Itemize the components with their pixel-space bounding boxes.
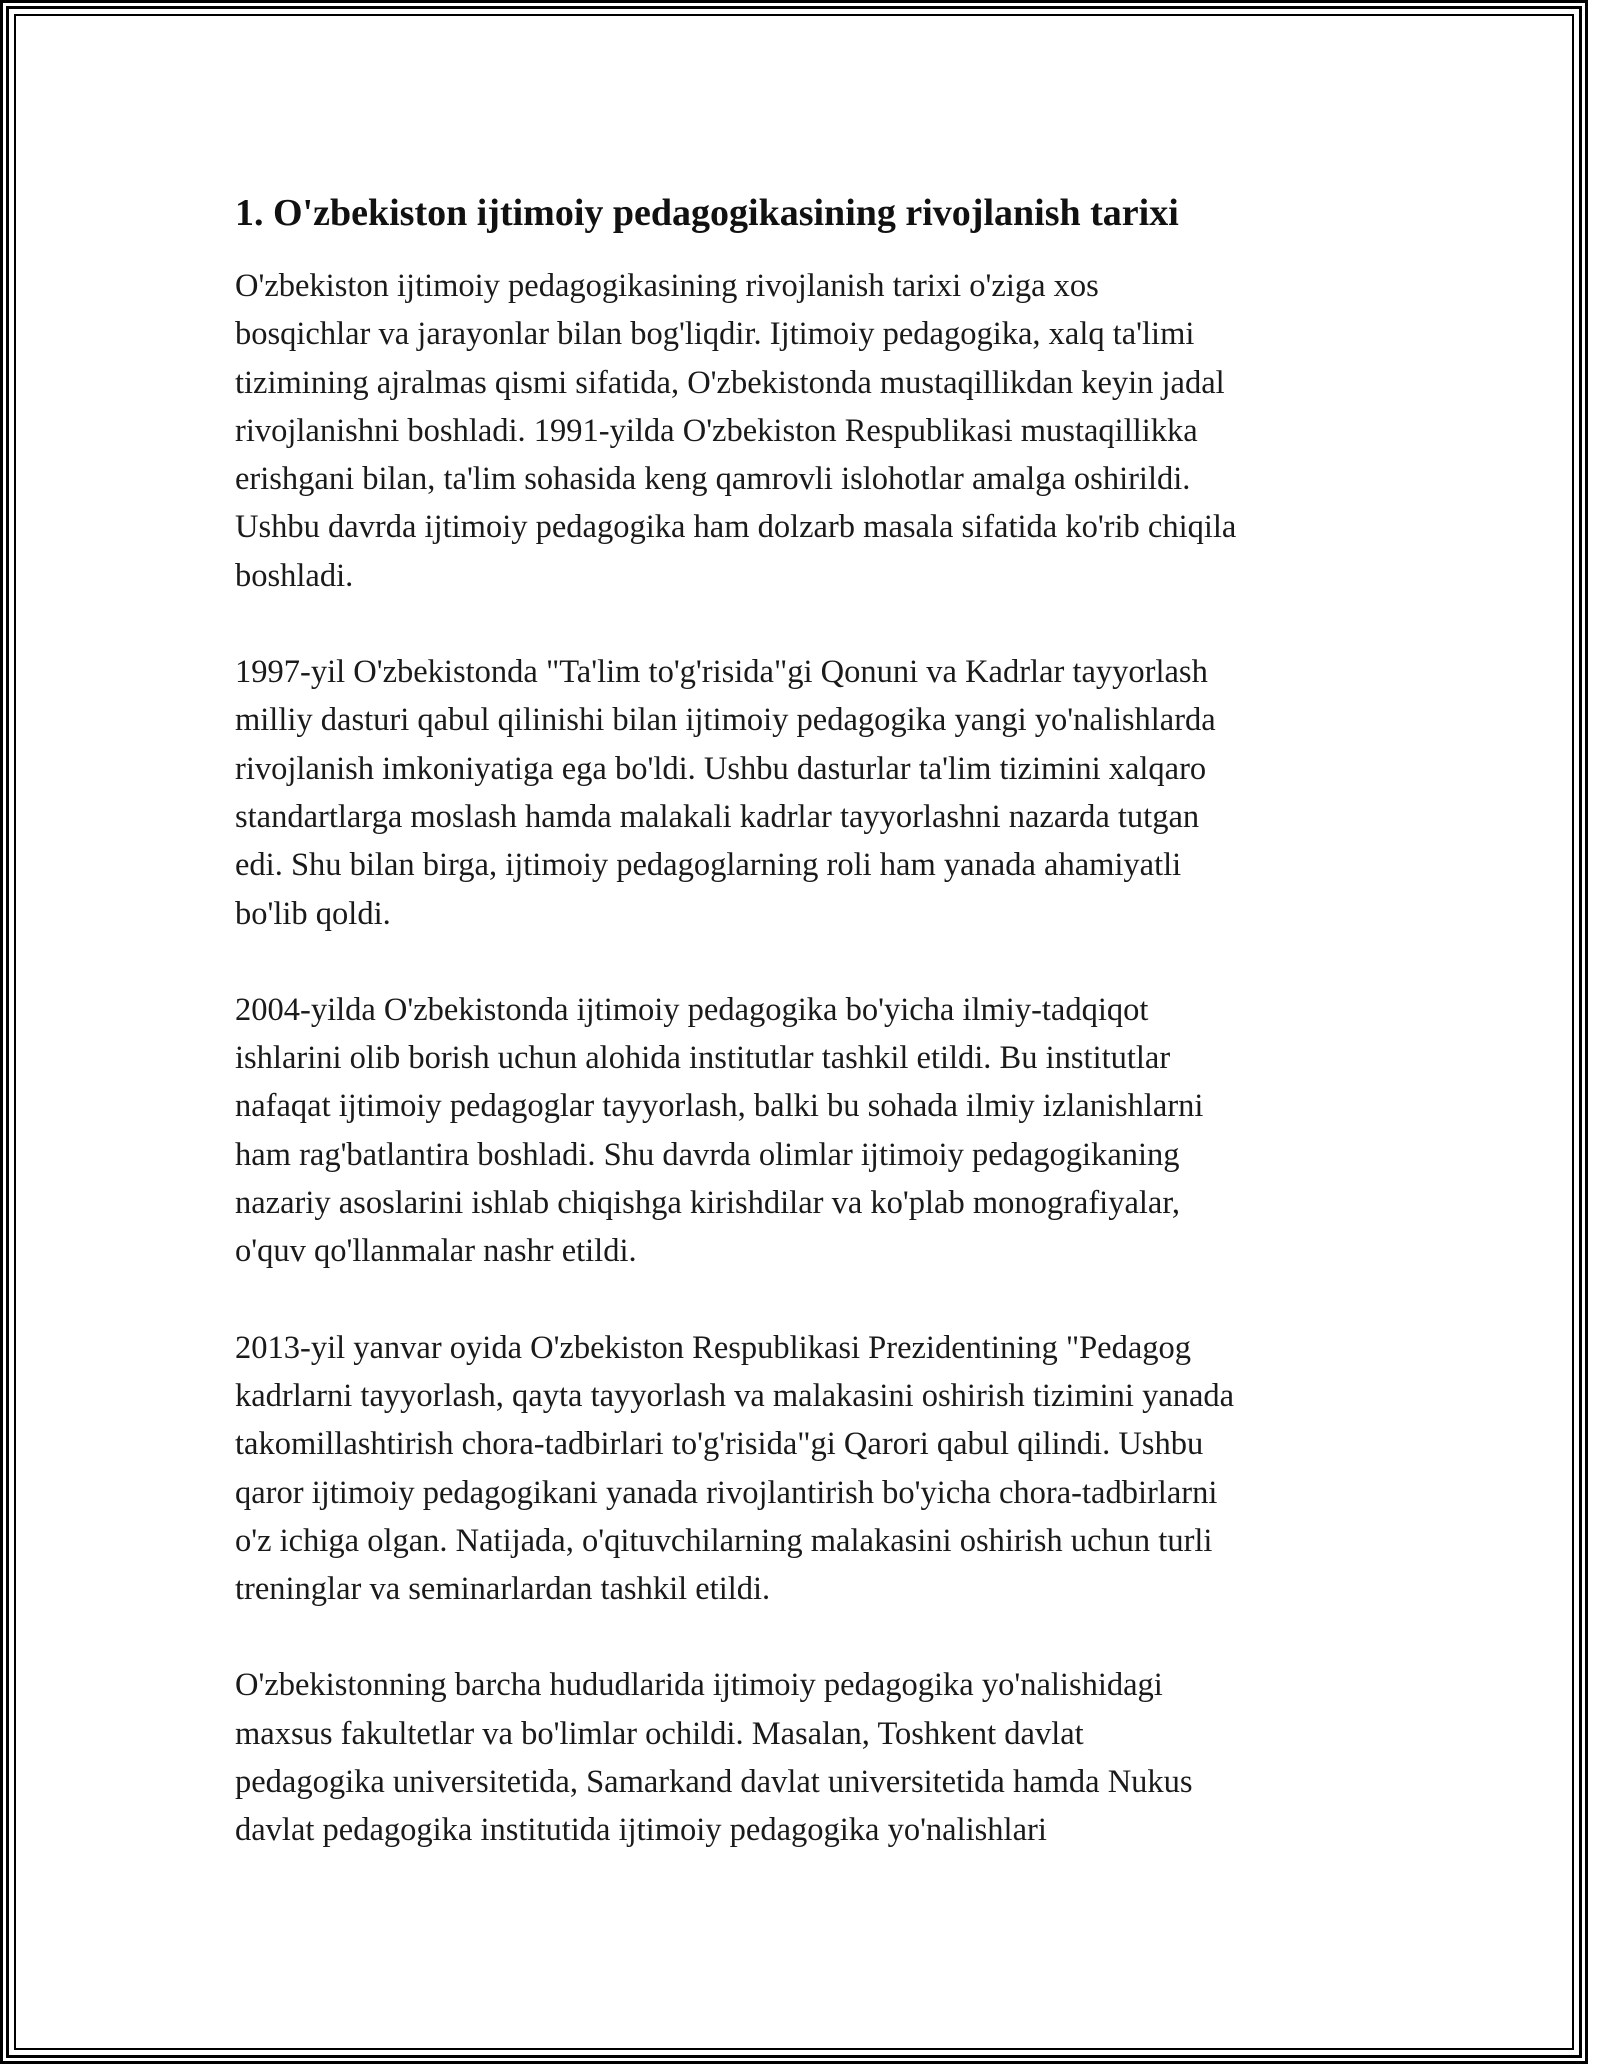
paragraph-line: pedagogika universitetida, Samarkand davlat universitetida hamda Nukus <box>235 1764 1193 1801</box>
paragraph-line: bosqichlar va jarayonlar bilan bog'liqdir. Ijtimoiy pedagogika, xalq ta'limi <box>235 316 1195 353</box>
paragraph-line: standartlarga moslash hamda malakali kadrlar tayyorlashni nazarda tutgan <box>235 798 1200 835</box>
paragraph-line: maxsus fakultetlar va bo'limlar ochildi. Masalan, Toshkent davlat <box>235 1715 1084 1752</box>
paragraph-line: 1997-yil O'zbekistonda "Ta'lim to'g'risida"gi Qonuni va Kadrlar tayyorlash <box>235 654 1208 691</box>
paragraph-line: qaror ijtimoiy pedagogikani yanada rivojlantirish bo'yicha chora-tadbirlarni <box>235 1474 1218 1511</box>
paragraph-line: 2004-yilda O'zbekistonda ijtimoiy pedagogika bo'yicha ilmiy-tadqiqot <box>235 991 1149 1028</box>
paragraph-line: davlat pedagogika institutida ijtimoiy pedagogika yo'nalishlari <box>235 1812 1047 1849</box>
paragraph-line: ham rag'batlantira boshladi. Shu davrda olimlar ijtimoiy pedagogikaning <box>235 1136 1180 1173</box>
paragraph-3 <box>235 986 1385 1276</box>
paragraph-2 <box>235 648 1385 938</box>
paragraph-line: rivojlanishni boshladi. 1991-yilda O'zbekiston Respublikasi mustaqillikka <box>235 412 1198 449</box>
paragraph-line: o'quv qo'llanmalar nashr etildi. <box>235 1233 637 1270</box>
document-body <box>235 190 1385 1903</box>
paragraph-line: kadrlarni tayyorlash, qayta tayyorlash va malakasini oshirish tizimini yanada <box>235 1377 1235 1414</box>
paragraph-line: ishlarini olib borish uchun alohida institutlar tashkil etildi. Bu institutlar <box>235 1040 1171 1077</box>
paragraph-line: O'zbekistonning barcha hududlarida ijtimoiy pedagogika yo'nalishidagi <box>235 1667 1163 1704</box>
paragraph-1 <box>235 262 1385 600</box>
paragraph-line: treninglar va seminarlardan tashkil etildi. <box>235 1571 771 1608</box>
paragraph-line: o'z ichiga olgan. Natijada, o'qituvchilarning malakasini oshirish uchun turli <box>235 1522 1213 1559</box>
paragraph-line: 2013-yil yanvar oyida O'zbekiston Respublikasi Prezidentining "Pedagog <box>235 1329 1192 1366</box>
paragraph-4 <box>235 1324 1385 1614</box>
paragraph-line: milliy dasturi qabul qilinishi bilan ijtimoiy pedagogika yangi yo'nalishlarda <box>235 702 1216 739</box>
paragraph-line: edi. Shu bilan birga, ijtimoiy pedagoglarning roli ham yanada ahamiyatli <box>235 847 1182 884</box>
paragraph-line: bo'lib qoldi. <box>235 895 391 932</box>
paragraph-line: O'zbekiston ijtimoiy pedagogikasining rivojlanish tarixi o'ziga xos <box>235 268 1099 304</box>
paragraph-line: Ushbu davrda ijtimoiy pedagogika ham dolzarb masala sifatida ko'rib chiqila <box>235 509 1237 546</box>
paragraph-line: erishgani bilan, ta'lim sohasida keng qamrovli islohotlar amalga oshirildi. <box>235 461 1191 498</box>
paragraph-line: boshladi. <box>235 557 354 594</box>
paragraph-line: nafaqat ijtimoiy pedagoglar tayyorlash, balki bu sohada ilmiy izlanishlarni <box>235 1088 1204 1125</box>
paragraph-5 <box>235 1661 1385 1854</box>
paragraph-line: takomillashtirish chora-tadbirlari to'g'risida"gi Qarori qabul qilindi. Ushbu <box>235 1426 1204 1463</box>
paragraph-line: nazariy asoslarini ishlab chiqishga kirishdilar va ko'plab monografiyalar, <box>235 1185 1180 1222</box>
section-heading: 1. O'zbekiston ijtimoiy pedagogikasining rivojlanish tarixi <box>235 192 1179 234</box>
paragraph-line: rivojlanish imkoniyatiga ega bo'ldi. Ushbu dasturlar ta'lim tizimini xalqaro <box>235 750 1207 787</box>
paragraph-line: tizimining ajralmas qismi sifatida, O'zbekistonda mustaqillikdan keyin jadal <box>235 364 1225 401</box>
